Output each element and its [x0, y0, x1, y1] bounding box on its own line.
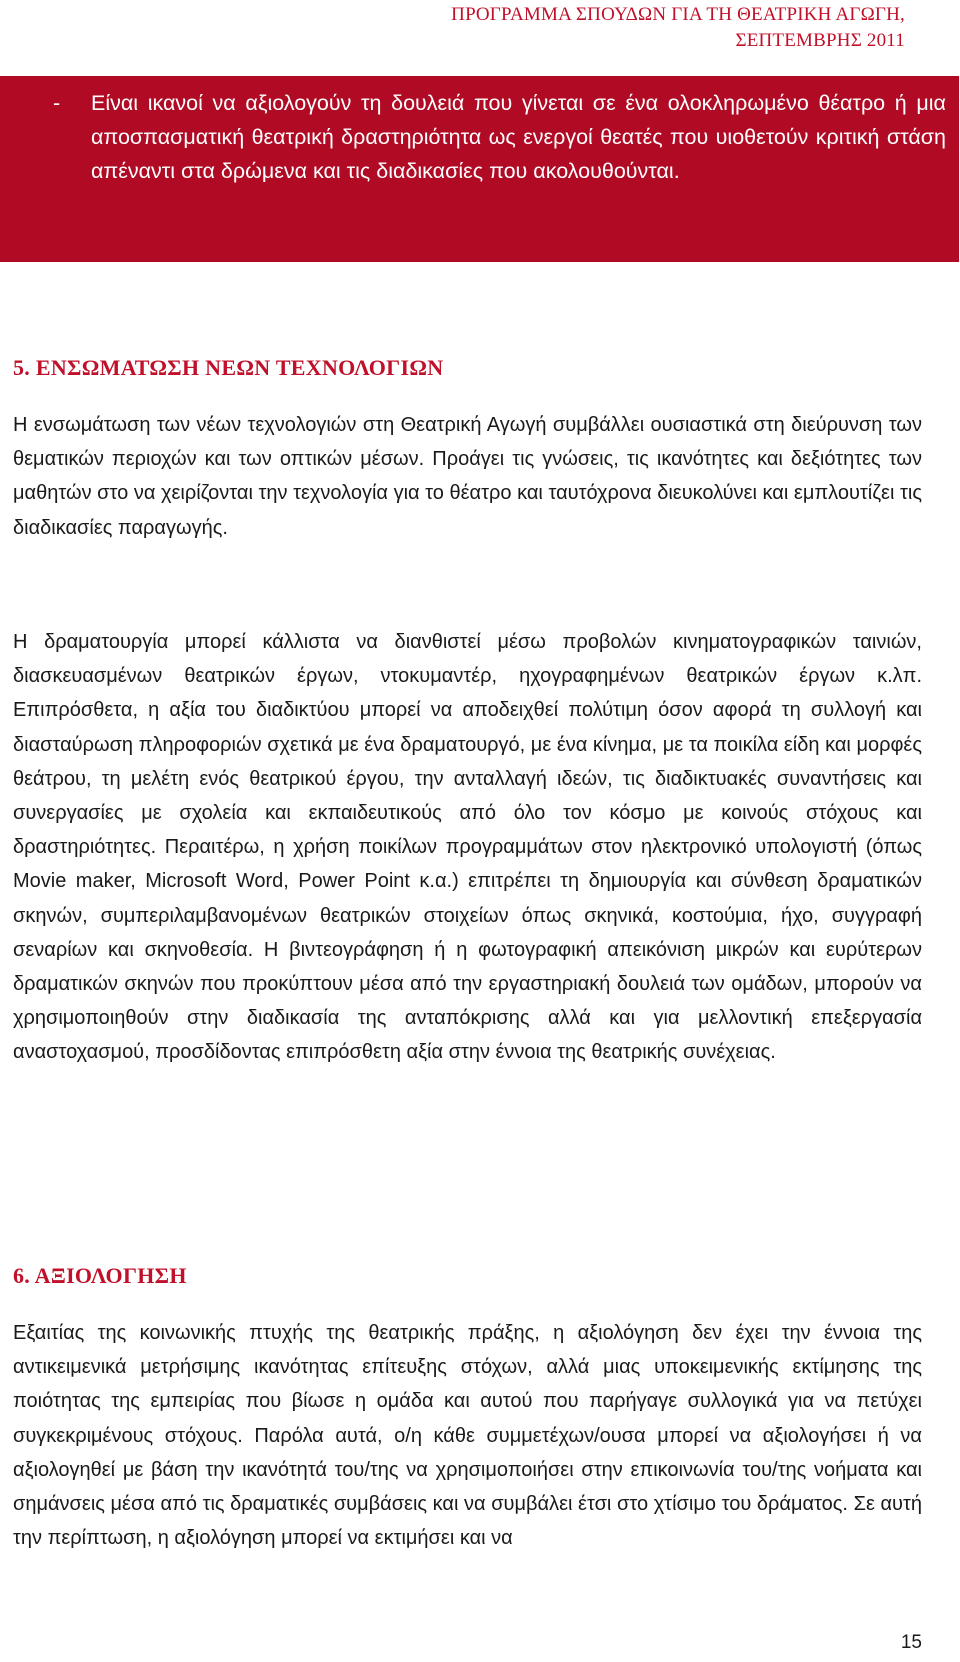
- banner-text-block: [53, 86, 946, 188]
- banner-paragraph: Είναι ικανοί να αξιολογούν τη δουλειά που γίνεται σε ένα ολοκληρωμένο θέατρο ή μια αποσπασματική θεατρική δραστηριότητα ως ενεργοί θεατές που υιοθετούν κριτική στάση απέναντι στα δρώμενα και τις διαδικασίες που ακολουθούνται.: [91, 91, 946, 183]
- section-heading-6: 6. ΑΞΙΟΛΟΓΗΣΗ: [13, 1263, 187, 1288]
- header-date-line: ΣΕΠΤΕΜΒΡΗΣ 2011: [735, 30, 905, 51]
- bullet-dash: -: [53, 91, 61, 115]
- page-number: 15: [900, 1632, 922, 1653]
- section-6-paragraph-1: Εξαιτίας της κοινωνικής πτυχής της θεατρικής πράξης, η αξιολόγηση δεν έχει την έννοια της αντικειμενικά μετρήσιμης ικανότητας επίτευξης στόχων, αλλά μιας υποκειμενικής εκτίμησης της ποιότητας της εμπειρίας που βίωσε η ομάδα και αυτού που παρήγαγε συλλογικά για να πετύχει συγκεκριμένους στόχους. Παρόλα αυτά, ο/η κάθε συμμετέχων/ουσα μπορεί να αξιολογήσει ή να αξιολογηθεί με βάση την ικανότητά του/της να χρησιμοποιήσει στην επικοινωνία του/της νοήματα και σημάνσεις μέσα από τις δραματικές συμβάσεις και να συμβάλει έτσι στο χτίσιμο του δράματος. Σε αυτή την περίπτωση, η αξιολόγηση μπορεί να εκτιμήσει και να: [13, 1322, 922, 1550]
- section-5-paragraph-1: Η ενσωμάτωση των νέων τεχνολογιών στη Θεατρική Αγωγή συμβάλλει ουσιαστικά στη διεύρυνση των θεματικών περιοχών και των οπτικών μέσων. Προάγει τις γνώσεις, τις ικανότητες και δεξιότητες των μαθητών στο να χειρίζονται την τεχνολογία για το θέατρο και ταυτόχρονα διευκολύνει και εμπλουτίζει τις διαδικασίες παραγωγής.: [13, 414, 922, 539]
- header-title-line: ΠΡΟΓΡΑΜΜΑ ΣΠΟΥΔΩΝ ΓΙΑ ΤΗ ΘΕΑΤΡΙΚΗ ΑΓΩΓΗ,: [451, 4, 905, 25]
- section-5-paragraph-2: Η δραματουργία μπορεί κάλλιστα να διανθιστεί μέσω προβολών κινηματογραφικών ταινιών, διασκευασμένων θεατρικών έργων, ντοκυμαντέρ, ηχογραφημένων θεατρικών έργων κ.λπ. Επιπρόσθετα, η αξία του διαδικτύου μπορεί να αποδειχθεί πολύτιμη όσον αφορά τη συλλογή και διασταύρωση πληροφοριών σχετικά με ένα δραματουργό, με ένα κίνημα, με τα ποικίλα είδη και μορφές θεάτρου, τη μελέτη ενός θεατρικού έργου, την ανταλλαγή ιδεών, τις διαδικτυακές συναντήσεις και συνεργασίες με σχολεία και εκπαιδευτικούς από όλο τον κόσμο με κοινούς στόχους και δραστηριότητες. Περαιτέρω, η χρήση ποικίλων προγραμμάτων στον ηλεκτρονικό υπολογιστή (όπως Movie maker, Microsoft Word, Power Point κ.α.) επιτρέπει τη δημιουργία και σύνθεση δραματικών σκηνών, συμπεριλαμβανομένων θεατρικών στοιχείων όπως σκηνικά, κοστούμια, ήχο, συγγραφή σεναρίων και σκηνοθεσία. Η βιντεογράφηση ή η φωτογραφική απεικόνιση μικρών και ευρύτερων δραματικών σκηνών που προκύπτουν μέσα από την εργαστηριακή δουλειά των ομάδων, μπορούν να χρησιμοποιηθούν στην διαδικασία της ανταπόκρισης αλλά και για μελλοντική επεξεργασία αναστοχασμού, προσδίδοντας επιπρόσθετη αξία στην έννοια της θεατρικής συνέχειας.: [13, 631, 922, 1064]
- document-header: [451, 2, 905, 54]
- section-heading-5: 5. ΕΝΣΩΜΑΤΩΣΗ ΝΕΩΝ ΤΕΧΝΟΛΟΓΙΩΝ: [13, 355, 444, 380]
